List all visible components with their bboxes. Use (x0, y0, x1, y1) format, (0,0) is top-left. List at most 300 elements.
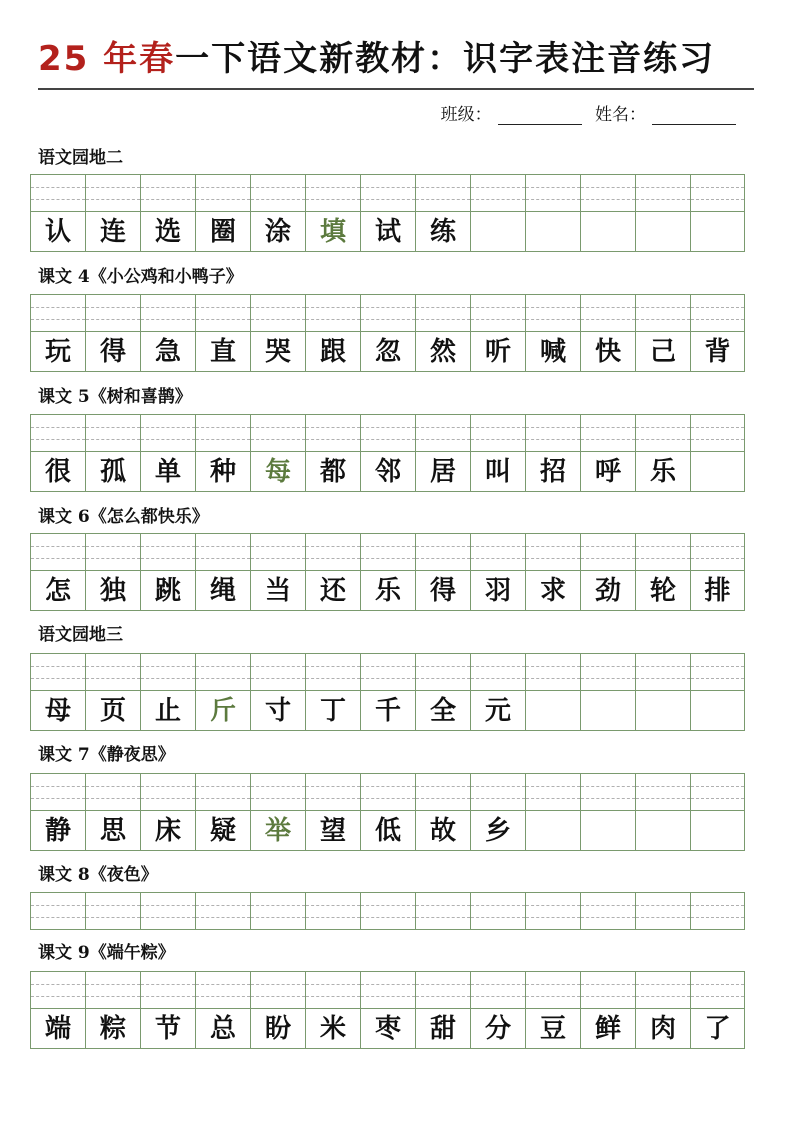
grid-cell (305, 533, 360, 611)
hanzi-char: 疑 (196, 811, 250, 851)
pinyin-box[interactable] (361, 971, 415, 1009)
hanzi-char: 全 (416, 691, 470, 731)
hanzi-char: 都 (306, 452, 360, 492)
title-main: 一下语文新教材：识字表注音练习 (175, 39, 716, 79)
hanzi-char: 绳 (196, 571, 250, 611)
grid-cell (525, 653, 580, 731)
section-heading: 课文 9《端午粽》 (38, 943, 175, 963)
writing-row (30, 892, 745, 930)
grid-cell (415, 653, 470, 731)
grid-cell (85, 533, 140, 611)
hanzi-char: 肉 (636, 1009, 690, 1049)
pinyin-box[interactable] (691, 294, 744, 332)
grid-cell (250, 653, 305, 731)
hanzi-char: 乐 (361, 571, 415, 611)
hanzi-char: 乡 (471, 811, 525, 851)
grid-cell (525, 971, 580, 1049)
pinyin-box[interactable] (471, 773, 525, 811)
hanzi-char: 还 (306, 571, 360, 611)
hanzi-char: 总 (196, 1009, 250, 1049)
grid-cell (85, 294, 140, 372)
grid-cell (305, 294, 360, 372)
pinyin-box[interactable] (416, 971, 470, 1009)
grid-cell (85, 892, 140, 930)
pinyin-box[interactable] (416, 174, 470, 212)
grid-cell (580, 892, 635, 930)
pinyin-box[interactable] (31, 773, 85, 811)
grid-cell (250, 294, 305, 372)
hanzi-char: 认 (31, 212, 85, 252)
hanzi-char: 了 (691, 1009, 744, 1049)
pinyin-box[interactable] (581, 892, 635, 930)
pinyin-box[interactable] (141, 971, 195, 1009)
pinyin-box[interactable] (251, 533, 305, 571)
grid-cell (525, 892, 580, 930)
pinyin-box[interactable] (581, 174, 635, 212)
grid-cell (360, 653, 415, 731)
hanzi-char: 母 (31, 691, 85, 731)
pinyin-box[interactable] (196, 971, 250, 1009)
pinyin-box[interactable] (86, 971, 140, 1009)
grid-cell (195, 653, 250, 731)
hanzi-char: 床 (141, 811, 195, 851)
pinyin-box[interactable] (306, 533, 360, 571)
hanzi-char: 填 (306, 212, 360, 252)
pinyin-box[interactable] (31, 294, 85, 332)
pinyin-box[interactable] (86, 414, 140, 452)
writing-row (30, 294, 745, 372)
pinyin-box[interactable] (196, 414, 250, 452)
hanzi-char: 当 (251, 571, 305, 611)
hanzi-char: 举 (251, 811, 305, 851)
class-blank[interactable] (498, 106, 582, 125)
hanzi-char: 听 (471, 332, 525, 372)
grid-cell (580, 174, 635, 252)
pinyin-box[interactable] (361, 294, 415, 332)
pinyin-box[interactable] (416, 773, 470, 811)
pinyin-box[interactable] (636, 892, 690, 930)
pinyin-box[interactable] (141, 653, 195, 691)
hanzi-char: 寸 (251, 691, 305, 731)
pinyin-box[interactable] (581, 653, 635, 691)
hanzi-char: 得 (86, 332, 140, 372)
hanzi-char: 望 (306, 811, 360, 851)
hanzi-char: 得 (416, 571, 470, 611)
grid-cell (690, 892, 745, 930)
pinyin-box[interactable] (471, 174, 525, 212)
hanzi-char (526, 811, 580, 851)
hanzi-char: 练 (416, 212, 470, 252)
pinyin-box[interactable] (306, 294, 360, 332)
hanzi-char: 千 (361, 691, 415, 731)
grid-cell (360, 971, 415, 1049)
grid-cell (690, 414, 745, 492)
grid-cell (415, 892, 470, 930)
pinyin-box[interactable] (691, 773, 744, 811)
grid-cell (470, 653, 525, 731)
pinyin-box[interactable] (306, 414, 360, 452)
grid-cell (415, 533, 470, 611)
hanzi-char (636, 811, 690, 851)
pinyin-box[interactable] (636, 533, 690, 571)
hanzi-char: 枣 (361, 1009, 415, 1049)
pinyin-box[interactable] (416, 892, 470, 930)
pinyin-box[interactable] (526, 414, 580, 452)
hanzi-char: 连 (86, 212, 140, 252)
hanzi-char: 哭 (251, 332, 305, 372)
grid-cell (415, 773, 470, 851)
pinyin-box[interactable] (196, 174, 250, 212)
pinyin-box[interactable] (141, 414, 195, 452)
grid-cell (635, 892, 690, 930)
hanzi-char: 己 (636, 332, 690, 372)
pinyin-box[interactable] (31, 174, 85, 212)
pinyin-box[interactable] (581, 773, 635, 811)
pinyin-box[interactable] (86, 773, 140, 811)
grid-cell (470, 533, 525, 611)
pinyin-box[interactable] (31, 971, 85, 1009)
hanzi-char: 米 (306, 1009, 360, 1049)
grid-cell (525, 773, 580, 851)
section-heading: 课文 4《小公鸡和小鸭子》 (38, 267, 243, 287)
hanzi-char: 跳 (141, 571, 195, 611)
hanzi-char: 试 (361, 212, 415, 252)
pinyin-box[interactable] (141, 773, 195, 811)
pinyin-box[interactable] (31, 414, 85, 452)
grid-cell (635, 294, 690, 372)
hanzi-char (581, 811, 635, 851)
pinyin-box[interactable] (471, 653, 525, 691)
grid-cell (360, 892, 415, 930)
pinyin-box[interactable] (416, 294, 470, 332)
hanzi-char: 种 (196, 452, 250, 492)
section-heading: 语文园地三 (38, 625, 123, 645)
hanzi-char: 分 (471, 1009, 525, 1049)
grid-cell (30, 414, 85, 492)
pinyin-box[interactable] (526, 773, 580, 811)
grid-cell (305, 773, 360, 851)
pinyin-box[interactable] (251, 773, 305, 811)
grid-cell (580, 653, 635, 731)
grid-cell (30, 892, 85, 930)
pinyin-box[interactable] (581, 294, 635, 332)
grid-cell (470, 892, 525, 930)
pinyin-box[interactable] (306, 892, 360, 930)
grid-cell (85, 414, 140, 492)
hanzi-char (636, 691, 690, 731)
pinyin-box[interactable] (526, 174, 580, 212)
pinyin-box[interactable] (196, 294, 250, 332)
hanzi-char: 豆 (526, 1009, 580, 1049)
grid-cell (415, 971, 470, 1049)
hanzi-char: 页 (86, 691, 140, 731)
pinyin-box[interactable] (251, 971, 305, 1009)
pinyin-box[interactable] (526, 533, 580, 571)
hanzi-char: 每 (251, 452, 305, 492)
grid-cell (30, 653, 85, 731)
pinyin-box[interactable] (416, 533, 470, 571)
grid-cell (690, 653, 745, 731)
pinyin-box[interactable] (361, 414, 415, 452)
grid-cell (360, 414, 415, 492)
grid-cell (85, 773, 140, 851)
grid-cell (580, 414, 635, 492)
grid-cell (360, 174, 415, 252)
grid-cell (195, 294, 250, 372)
pinyin-box[interactable] (251, 892, 305, 930)
grid-cell (690, 971, 745, 1049)
grid-cell (690, 294, 745, 372)
grid-cell (580, 773, 635, 851)
hanzi-char: 单 (141, 452, 195, 492)
pinyin-box[interactable] (471, 414, 525, 452)
section-heading: 课文 5《树和喜鹊》 (38, 387, 192, 407)
hanzi-char: 粽 (86, 1009, 140, 1049)
grid-cell (140, 653, 195, 731)
pinyin-box[interactable] (141, 892, 195, 930)
hanzi-char: 招 (526, 452, 580, 492)
grid-cell (470, 174, 525, 252)
hanzi-char (691, 452, 744, 492)
writing-row (30, 414, 745, 492)
grid-cell (85, 971, 140, 1049)
grid-cell (305, 971, 360, 1049)
hanzi-char: 急 (141, 332, 195, 372)
pinyin-box[interactable] (86, 892, 140, 930)
pinyin-box[interactable] (361, 653, 415, 691)
hanzi-char: 涂 (251, 212, 305, 252)
section-heading: 课文 7《静夜思》 (38, 745, 175, 765)
pinyin-box[interactable] (306, 174, 360, 212)
pinyin-box[interactable] (31, 892, 85, 930)
pinyin-box[interactable] (306, 653, 360, 691)
grid-cell (195, 174, 250, 252)
title-divider (38, 88, 754, 90)
grid-cell (85, 653, 140, 731)
pinyin-box[interactable] (251, 414, 305, 452)
pinyin-box[interactable] (141, 294, 195, 332)
grid-cell (580, 971, 635, 1049)
grid-cell (580, 294, 635, 372)
grid-cell (635, 653, 690, 731)
grid-cell (690, 174, 745, 252)
hanzi-char: 乐 (636, 452, 690, 492)
name-blank[interactable] (652, 106, 736, 125)
pinyin-box[interactable] (196, 533, 250, 571)
pinyin-box[interactable] (141, 174, 195, 212)
grid-cell (250, 414, 305, 492)
section-heading: 课文 6《怎么都快乐》 (38, 507, 209, 527)
hanzi-char: 很 (31, 452, 85, 492)
hanzi-char: 轮 (636, 571, 690, 611)
grid-cell (195, 971, 250, 1049)
pinyin-box[interactable] (416, 414, 470, 452)
pinyin-box[interactable] (581, 414, 635, 452)
hanzi-char: 思 (86, 811, 140, 851)
pinyin-box[interactable] (471, 892, 525, 930)
pinyin-box[interactable] (251, 294, 305, 332)
pinyin-box[interactable] (86, 174, 140, 212)
pinyin-box[interactable] (636, 414, 690, 452)
grid-cell (140, 971, 195, 1049)
pinyin-box[interactable] (31, 653, 85, 691)
grid-cell (140, 892, 195, 930)
hanzi-char (636, 212, 690, 252)
hanzi-char: 元 (471, 691, 525, 731)
pinyin-box[interactable] (251, 174, 305, 212)
pinyin-box[interactable] (361, 533, 415, 571)
pinyin-box[interactable] (361, 773, 415, 811)
grid-cell (525, 414, 580, 492)
pinyin-box[interactable] (471, 294, 525, 332)
pinyin-box[interactable] (526, 892, 580, 930)
pinyin-box[interactable] (636, 174, 690, 212)
grid-cell (305, 414, 360, 492)
pinyin-box[interactable] (691, 533, 744, 571)
writing-row (30, 533, 745, 611)
pinyin-box[interactable] (636, 773, 690, 811)
hanzi-char: 叫 (471, 452, 525, 492)
grid-cell (360, 533, 415, 611)
hanzi-char: 节 (141, 1009, 195, 1049)
grid-cell (140, 533, 195, 611)
grid-cell (140, 174, 195, 252)
grid-cell (30, 773, 85, 851)
hanzi-char: 静 (31, 811, 85, 851)
hanzi-char: 羽 (471, 571, 525, 611)
grid-cell (470, 971, 525, 1049)
pinyin-box[interactable] (471, 533, 525, 571)
pinyin-box[interactable] (196, 892, 250, 930)
pinyin-box[interactable] (691, 174, 744, 212)
hanzi-char: 斤 (196, 691, 250, 731)
hanzi-char: 忽 (361, 332, 415, 372)
pinyin-box[interactable] (196, 653, 250, 691)
hanzi-char: 低 (361, 811, 415, 851)
grid-cell (415, 174, 470, 252)
hanzi-char: 怎 (31, 571, 85, 611)
pinyin-box[interactable] (636, 971, 690, 1009)
grid-cell (195, 533, 250, 611)
grid-cell (635, 533, 690, 611)
hanzi-char (691, 691, 744, 731)
grid-cell (30, 971, 85, 1049)
class-label: 班级： (440, 105, 492, 125)
pinyin-box[interactable] (86, 294, 140, 332)
pinyin-box[interactable] (526, 971, 580, 1009)
pinyin-box[interactable] (691, 971, 744, 1009)
hanzi-char (526, 212, 580, 252)
hanzi-char (471, 212, 525, 252)
grid-cell (140, 773, 195, 851)
grid-cell (30, 533, 85, 611)
grid-cell (470, 294, 525, 372)
pinyin-box[interactable] (471, 971, 525, 1009)
grid-cell (415, 294, 470, 372)
pinyin-box[interactable] (636, 294, 690, 332)
name-label: 姓名： (595, 105, 646, 125)
hanzi-char: 直 (196, 332, 250, 372)
hanzi-char: 呼 (581, 452, 635, 492)
pinyin-box[interactable] (581, 971, 635, 1009)
pinyin-box[interactable] (86, 653, 140, 691)
page-title (38, 34, 758, 84)
grid-cell (525, 294, 580, 372)
pinyin-box[interactable] (526, 294, 580, 332)
hanzi-char: 喊 (526, 332, 580, 372)
pinyin-box[interactable] (416, 653, 470, 691)
grid-cell (580, 533, 635, 611)
grid-cell (305, 174, 360, 252)
pinyin-box[interactable] (361, 892, 415, 930)
hanzi-char: 邻 (361, 452, 415, 492)
grid-cell (195, 773, 250, 851)
hanzi-char: 快 (581, 332, 635, 372)
pinyin-box[interactable] (691, 653, 744, 691)
hanzi-char: 选 (141, 212, 195, 252)
grid-cell (525, 174, 580, 252)
hanzi-char: 排 (691, 571, 744, 611)
hanzi-char: 圈 (196, 212, 250, 252)
hanzi-char: 居 (416, 452, 470, 492)
hanzi-char (526, 691, 580, 731)
hanzi-char: 盼 (251, 1009, 305, 1049)
grid-cell (525, 533, 580, 611)
pinyin-box[interactable] (691, 414, 744, 452)
section-heading: 课文 8《夜色》 (38, 865, 158, 885)
grid-cell (415, 414, 470, 492)
writing-row (30, 773, 745, 851)
hanzi-char: 玩 (31, 332, 85, 372)
class-name-line (441, 100, 744, 125)
pinyin-box[interactable] (361, 174, 415, 212)
grid-cell (470, 773, 525, 851)
grid-cell (305, 653, 360, 731)
hanzi-char (581, 212, 635, 252)
pinyin-box[interactable] (86, 533, 140, 571)
pinyin-box[interactable] (196, 773, 250, 811)
grid-cell (250, 773, 305, 851)
pinyin-box[interactable] (306, 971, 360, 1009)
pinyin-box[interactable] (141, 533, 195, 571)
grid-cell (250, 174, 305, 252)
hanzi-char: 故 (416, 811, 470, 851)
grid-cell (635, 773, 690, 851)
grid-cell (360, 294, 415, 372)
hanzi-char: 鲜 (581, 1009, 635, 1049)
grid-cell (250, 533, 305, 611)
grid-cell (140, 414, 195, 492)
grid-cell (305, 892, 360, 930)
pinyin-box[interactable] (581, 533, 635, 571)
grid-cell (360, 773, 415, 851)
pinyin-box[interactable] (526, 653, 580, 691)
writing-row (30, 174, 745, 252)
pinyin-box[interactable] (306, 773, 360, 811)
grid-cell (30, 294, 85, 372)
pinyin-box[interactable] (251, 653, 305, 691)
hanzi-char: 甜 (416, 1009, 470, 1049)
grid-cell (690, 533, 745, 611)
grid-cell (140, 294, 195, 372)
hanzi-char: 端 (31, 1009, 85, 1049)
pinyin-box[interactable] (31, 533, 85, 571)
pinyin-box[interactable] (636, 653, 690, 691)
grid-cell (690, 773, 745, 851)
title-year: 25 年春 (38, 39, 176, 79)
pinyin-box[interactable] (691, 892, 744, 930)
hanzi-char: 劲 (581, 571, 635, 611)
